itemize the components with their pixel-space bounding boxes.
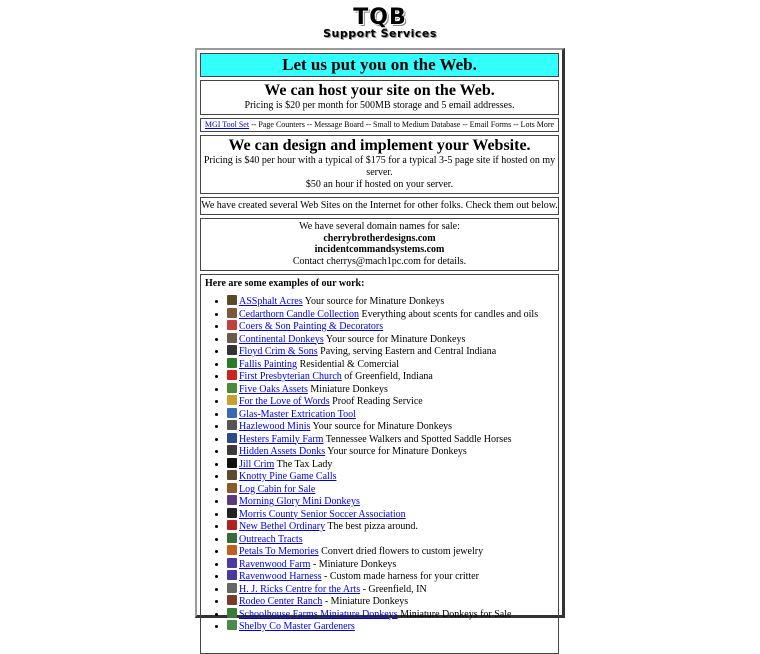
example-site-link[interactable]: Morris County Senior Soccer Association: [239, 508, 406, 520]
example-site-link[interactable]: ASSphalt Acres: [239, 296, 303, 307]
example-site-link[interactable]: Schoolhouse Farms Miniature Donkeys: [239, 608, 398, 620]
examples-section: [200, 274, 559, 654]
site-thumbnail-icon[interactable]: [227, 345, 237, 355]
list-item: [227, 308, 554, 321]
features-bar: [200, 118, 559, 132]
list-item: [227, 358, 554, 371]
example-site-description: - Miniature Donkeys: [322, 596, 409, 607]
hosting-heading: We can host your site on the Web.: [264, 82, 495, 99]
example-site-link[interactable]: For the Love of Words: [239, 396, 330, 407]
example-site-link[interactable]: Cedarthorn Candle Collection: [239, 308, 359, 320]
site-thumbnail-icon[interactable]: [227, 320, 237, 330]
site-thumbnail-icon[interactable]: [227, 433, 237, 443]
site-thumbnail-icon[interactable]: [227, 583, 237, 593]
site-thumbnail-icon[interactable]: [227, 595, 237, 605]
list-item: [227, 508, 554, 521]
example-site-description: Residential & Comercial: [297, 358, 399, 370]
site-thumbnail-icon[interactable]: [227, 395, 237, 405]
example-site-link[interactable]: Five Oaks Assets: [239, 383, 308, 395]
list-item: [227, 545, 554, 558]
examples-list: [205, 295, 554, 633]
example-site-link[interactable]: Floyd Crim & Sons: [239, 346, 318, 357]
logo-title: TQB: [353, 5, 407, 30]
list-item: [227, 370, 554, 383]
design-pricing-2: $50 an hour if hosted on your server.: [305, 179, 454, 190]
example-site-link[interactable]: Hesters Family Farm: [239, 433, 324, 445]
example-site-description: - Custom made harness for your critter: [321, 571, 479, 582]
example-site-link[interactable]: First Presbyterian Church: [239, 371, 342, 382]
site-thumbnail-icon[interactable]: [227, 333, 237, 343]
list-item: [227, 433, 554, 446]
list-item: [227, 620, 554, 633]
example-site-link[interactable]: Log Cabin for Sale: [239, 483, 316, 495]
site-logo: [0, 5, 760, 40]
site-thumbnail-icon[interactable]: [227, 495, 237, 505]
list-item: [227, 608, 554, 621]
list-item: [227, 570, 554, 583]
features-list: -- Page Counters -- Message Board -- Small to Medium Database -- Email Forms -- Lots More: [249, 120, 555, 129]
list-item: [227, 470, 554, 483]
example-site-description: The best pizza around.: [325, 521, 418, 532]
list-item: [227, 458, 554, 471]
example-site-description: Your source for Minature Donkeys: [323, 333, 466, 345]
site-thumbnail-icon[interactable]: [227, 445, 237, 455]
site-thumbnail-icon[interactable]: [227, 420, 237, 430]
hosting-pricing: Pricing is $20 per month for 500MB storage and 5 email addresses.: [244, 100, 515, 111]
list-item: [227, 383, 554, 396]
site-thumbnail-icon[interactable]: [227, 533, 237, 543]
site-thumbnail-icon[interactable]: [227, 620, 237, 630]
list-item: [227, 483, 554, 496]
main-table: [195, 48, 565, 632]
example-site-description: The Tax Lady: [274, 458, 333, 470]
example-site-link[interactable]: Knotty Pine Game Calls: [239, 471, 337, 482]
site-thumbnail-icon[interactable]: [227, 458, 237, 468]
design-section: [200, 135, 559, 194]
list-item: [227, 408, 554, 421]
list-item: [227, 520, 554, 533]
site-thumbnail-icon[interactable]: [227, 358, 237, 368]
example-site-link[interactable]: Continental Donkeys: [239, 333, 324, 345]
list-item: [227, 333, 554, 346]
example-site-link[interactable]: Outreach Tracts: [239, 533, 303, 545]
example-site-link[interactable]: Petals To Memories: [239, 546, 319, 557]
site-thumbnail-icon[interactable]: [227, 608, 237, 618]
example-site-description: - Miniature Donkeys: [310, 558, 397, 570]
site-thumbnail-icon[interactable]: [227, 383, 237, 393]
site-thumbnail-icon[interactable]: [227, 508, 237, 518]
example-site-description: Miniature Donkeys for Sale: [397, 608, 512, 620]
example-site-link[interactable]: H. J. Ricks Centre for the Arts: [239, 583, 361, 595]
list-item: [227, 558, 554, 571]
list-item: [227, 533, 554, 546]
example-site-link[interactable]: Shelby Co Master Gardeners: [239, 621, 355, 632]
list-item: [227, 445, 554, 458]
example-site-link[interactable]: Ravenwood Farm: [239, 558, 311, 570]
list-item: [227, 320, 554, 333]
domains-intro: We have several domain names for sale:: [299, 221, 460, 232]
example-site-link[interactable]: Jill Crim: [239, 458, 275, 470]
example-site-link[interactable]: Ravenwood Harness: [239, 571, 322, 582]
example-site-description: Your source for Minature Donkeys: [310, 421, 453, 432]
design-heading: We can design and implement your Website.: [228, 137, 531, 154]
domain-1: cherrybrotherdesigns.com: [323, 232, 436, 244]
logo-subtitle: Support Services: [323, 27, 437, 40]
list-item: [227, 420, 554, 433]
example-site-description: Everything about scents for candles and oils: [358, 308, 539, 320]
example-site-description: Miniature Donkeys: [307, 383, 388, 395]
site-thumbnail-icon[interactable]: [227, 570, 237, 580]
example-site-description: Your source for Minature Donkeys: [325, 446, 467, 457]
example-site-description: Proof Reading Service: [329, 396, 423, 407]
example-site-link[interactable]: Coers & Son Painting & Decorators: [239, 321, 384, 332]
example-site-description: Tennessee Walkers and Spotted Saddle Horses: [323, 433, 512, 445]
domain-2: incidentcommandsystems.com: [314, 244, 445, 255]
site-thumbnail-icon[interactable]: [227, 558, 237, 568]
site-thumbnail-icon[interactable]: [227, 295, 237, 305]
list-item: [227, 495, 554, 508]
site-thumbnail-icon[interactable]: [227, 408, 237, 418]
example-site-description: Convert dried flowers to custom jewelry: [318, 546, 484, 557]
list-item: [227, 395, 554, 408]
example-site-description: Your source for Minature Donkeys: [302, 296, 445, 307]
mgi-tool-set-link[interactable]: MGI Tool Set: [204, 120, 250, 129]
list-item: [227, 295, 554, 308]
examples-title: Here are some examples of our work:: [205, 278, 365, 289]
domains-section: [200, 218, 559, 271]
site-thumbnail-icon[interactable]: [227, 470, 237, 480]
site-thumbnail-icon[interactable]: [227, 483, 237, 493]
example-site-description: of Greenfield, Indiana: [341, 371, 433, 382]
example-site-link[interactable]: Glas-Master Extrication Tool: [239, 408, 356, 420]
banner: Let us put you on the Web.: [200, 53, 559, 77]
design-pricing-1: Pricing is $40 per hour with a typical of $175 for a typical 3-5 page site if hosted on my server.: [203, 155, 556, 178]
example-site-link[interactable]: Morning Glory Mini Donkeys: [239, 496, 360, 507]
site-thumbnail-icon[interactable]: [227, 520, 237, 530]
example-site-link[interactable]: Hazlewood Minis: [239, 421, 311, 432]
site-thumbnail-icon[interactable]: [227, 370, 237, 380]
site-thumbnail-icon[interactable]: [227, 308, 237, 318]
example-site-link[interactable]: Fallis Painting: [239, 358, 298, 370]
domains-contact: Contact cherrys@mach1pc.com for details.: [292, 255, 467, 267]
example-site-link[interactable]: New Bethel Ordinary: [239, 521, 326, 532]
example-site-description: - Greenfield, IN: [360, 583, 427, 595]
list-item: [227, 595, 554, 608]
example-site-link[interactable]: Rodeo Center Ranch: [239, 596, 323, 607]
example-site-link[interactable]: Hidden Assets Donks: [239, 446, 326, 457]
list-item: [227, 583, 554, 596]
site-thumbnail-icon[interactable]: [227, 545, 237, 555]
created-note: We have created several Web Sites on the Internet for other folks. Check them out below.: [200, 197, 559, 215]
example-site-description: Paving, serving Eastern and Central Indiana: [317, 346, 497, 357]
hosting-section: [200, 80, 559, 115]
list-item: [227, 345, 554, 358]
